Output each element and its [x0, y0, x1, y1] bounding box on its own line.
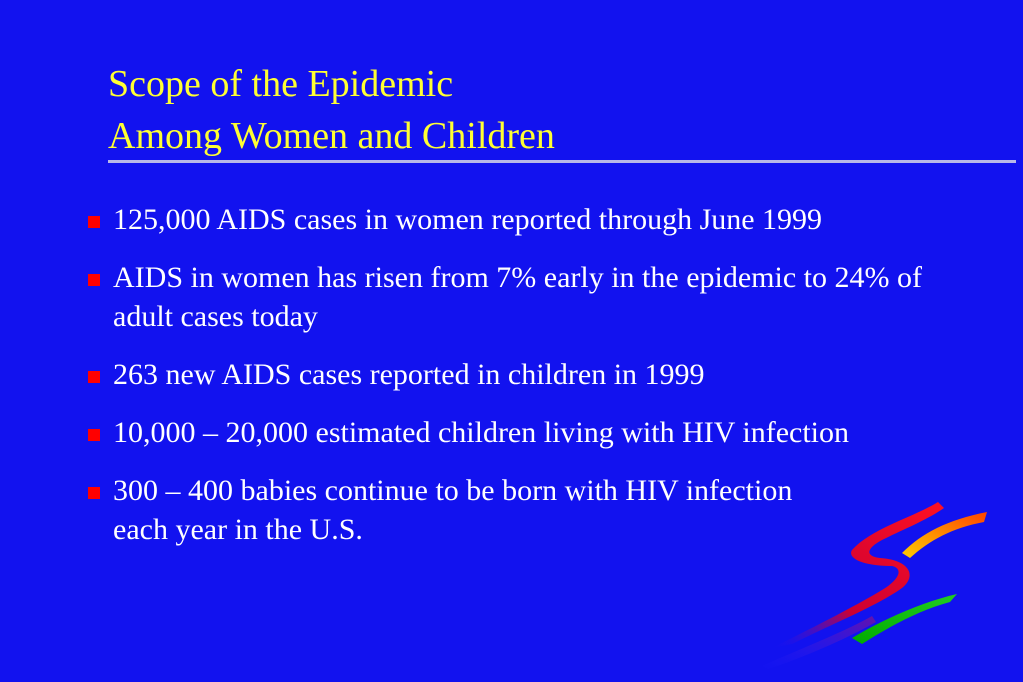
bullet-marker-icon	[88, 429, 100, 441]
bullet-marker-icon	[88, 216, 100, 228]
bullet-item	[88, 355, 968, 394]
slide-title-line-1: Scope of the Epidemic	[108, 63, 454, 105]
bullet-text: 10,000 – 20,000 estimated children living with HIV infection	[113, 416, 849, 449]
bullet-marker-icon	[88, 274, 100, 286]
title-divider	[108, 160, 1016, 163]
slide-title-line-2: Among Women and Children	[108, 115, 555, 157]
bullet-text: AIDS in women has risen from 7% early in the epidemic to 24% of adult cases today	[113, 261, 922, 333]
bullet-text: 263 new AIDS cases reported in children in 1999	[113, 358, 705, 391]
slide-title	[108, 58, 555, 162]
multicolor-swoosh-logo-icon	[752, 498, 997, 670]
bullet-marker-icon	[88, 371, 100, 383]
bullet-item	[88, 258, 968, 336]
bullet-item	[88, 413, 968, 452]
bullet-marker-icon	[88, 487, 100, 499]
bullet-item	[88, 200, 968, 239]
bullet-text: 300 – 400 babies continue to be born with HIV infection each year in the U.S.	[113, 474, 793, 546]
bullet-text: 125,000 AIDS cases in women reported through June 1999	[113, 203, 823, 236]
